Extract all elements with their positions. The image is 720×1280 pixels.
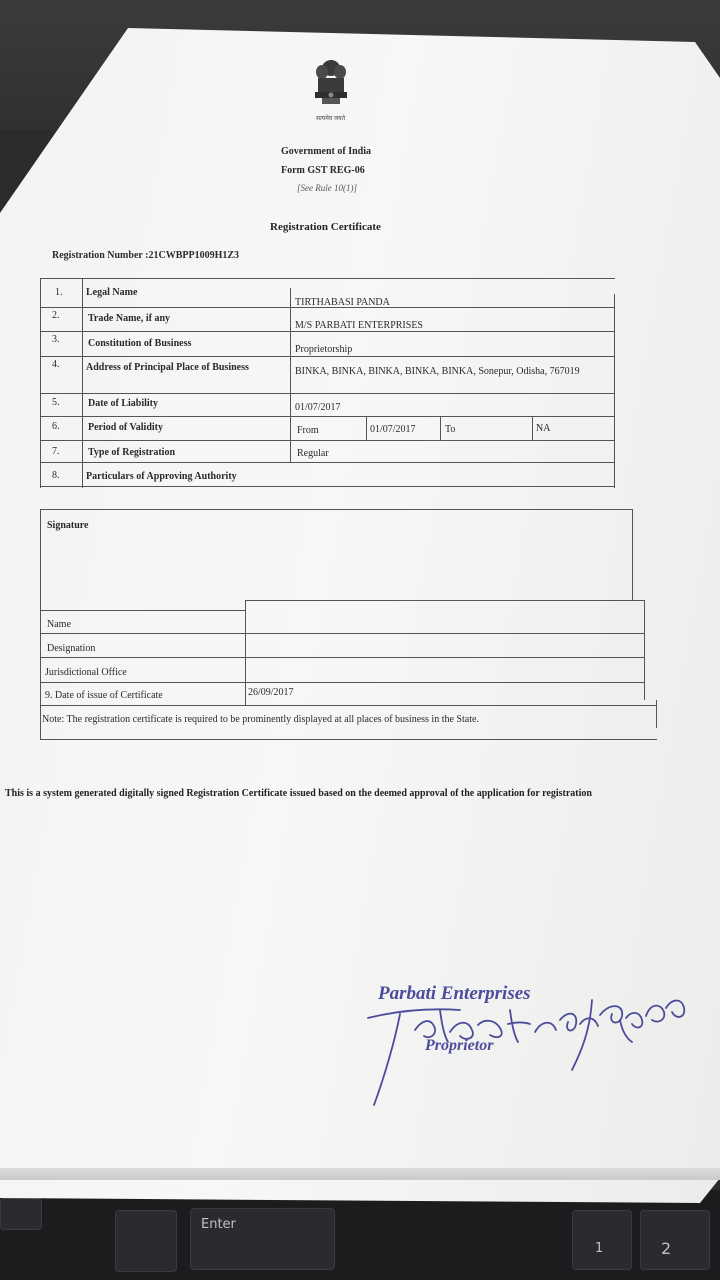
issue-date-value: 26/09/2017 xyxy=(248,687,294,698)
stamp-business-name: Parbati Enterprises xyxy=(378,983,531,1004)
table-border xyxy=(40,486,615,487)
table-border xyxy=(82,278,83,488)
table-border xyxy=(40,416,615,417)
table-border xyxy=(245,600,246,705)
row-number: 5. xyxy=(52,397,60,408)
national-emblem-icon xyxy=(310,58,352,120)
row-number: 3. xyxy=(52,334,60,345)
validity-from-date: 01/07/2017 xyxy=(370,424,416,435)
numpad-key-1-label: 1 xyxy=(595,1241,604,1256)
table-border xyxy=(40,356,615,357)
row-label-trade-name: Trade Name, if any xyxy=(88,313,171,324)
emblem-caption: सत्यमेव जयते xyxy=(316,116,346,122)
table-border xyxy=(40,739,657,740)
registration-number: Registration Number :21CWBPP1009H1Z3 xyxy=(52,250,240,261)
table-border xyxy=(40,610,245,611)
row-label-validity: Period of Validity xyxy=(88,422,164,433)
table-border xyxy=(245,600,645,601)
row-label-registration-type: Type of Registration xyxy=(88,447,176,458)
page-title: Registration Certificate xyxy=(270,221,381,233)
table-border xyxy=(40,440,615,441)
name-label: Name xyxy=(47,619,71,630)
header-rule: [See Rule 10(1)] xyxy=(297,183,357,193)
handwritten-signature xyxy=(360,980,700,1110)
validity-to-label: To xyxy=(445,424,456,435)
row-number: 4. xyxy=(52,359,60,370)
enter-key-label: Enter xyxy=(201,1217,236,1232)
row-label-approving-authority: Particulars of Approving Authority xyxy=(86,471,237,482)
table-border xyxy=(290,288,291,462)
header-form: Form GST REG-06 xyxy=(281,165,365,176)
table-border xyxy=(632,509,633,601)
row-number: 8. xyxy=(52,470,60,481)
table-border xyxy=(40,278,41,488)
header-government: Government of India xyxy=(281,146,371,157)
numpad-key-2-label: 2 xyxy=(661,1239,672,1258)
row-number: 2. xyxy=(52,310,60,321)
table-border xyxy=(532,417,533,440)
system-generated-note: This is a system generated digitally signed Registration Certificate issued based on the deemed approval of the application for registration xyxy=(5,788,592,799)
table-border xyxy=(40,462,615,463)
table-border xyxy=(40,331,615,332)
row-label-constitution: Constitution of Business xyxy=(88,338,192,349)
table-border xyxy=(40,657,645,658)
row-label-liability: Date of Liability xyxy=(88,398,158,409)
table-border xyxy=(40,705,656,706)
row-label-legal-name: Legal Name xyxy=(86,287,138,298)
row-number: 1. xyxy=(55,287,63,298)
row-value-liability: 01/07/2017 xyxy=(295,402,341,413)
table-border xyxy=(40,682,645,683)
row-value-constitution: Proprietorship xyxy=(295,344,353,355)
table-border xyxy=(440,417,441,440)
validity-to-date: NA xyxy=(536,423,551,434)
row-value-legal-name: TIRTHABASI PANDA xyxy=(295,297,390,308)
table-border xyxy=(40,278,615,279)
row-value-address: BINKA, BINKA, BINKA, BINKA, BINKA, Sonepur, Odisha, 767019 xyxy=(295,366,580,377)
table-border xyxy=(40,393,615,394)
row-number: 7. xyxy=(52,446,60,457)
table-border xyxy=(40,633,645,634)
table-border xyxy=(644,600,645,700)
row-value-registration-type: Regular xyxy=(297,448,329,459)
row-number: 6. xyxy=(52,421,60,432)
table-border xyxy=(656,700,657,728)
table-border xyxy=(614,294,615,488)
issue-date-label: 9. Date of issue of Certificate xyxy=(45,690,163,701)
table-border xyxy=(366,417,367,440)
validity-from-label: From xyxy=(297,425,319,436)
display-note: Note: The registration certificate is required to be prominently displayed at all places of business in the State. xyxy=(42,714,479,725)
table-border xyxy=(40,509,632,510)
row-value-trade-name: M/S PARBATI ENTERPRISES xyxy=(295,320,423,331)
stamp-proprietor: Proprietor xyxy=(425,1037,494,1054)
designation-label: Designation xyxy=(47,643,96,654)
row-label-address: Address of Principal Place of Business xyxy=(86,362,249,373)
jurisdictional-office-label: Jurisdictional Office xyxy=(45,667,127,678)
signature-label: Signature xyxy=(47,520,89,531)
